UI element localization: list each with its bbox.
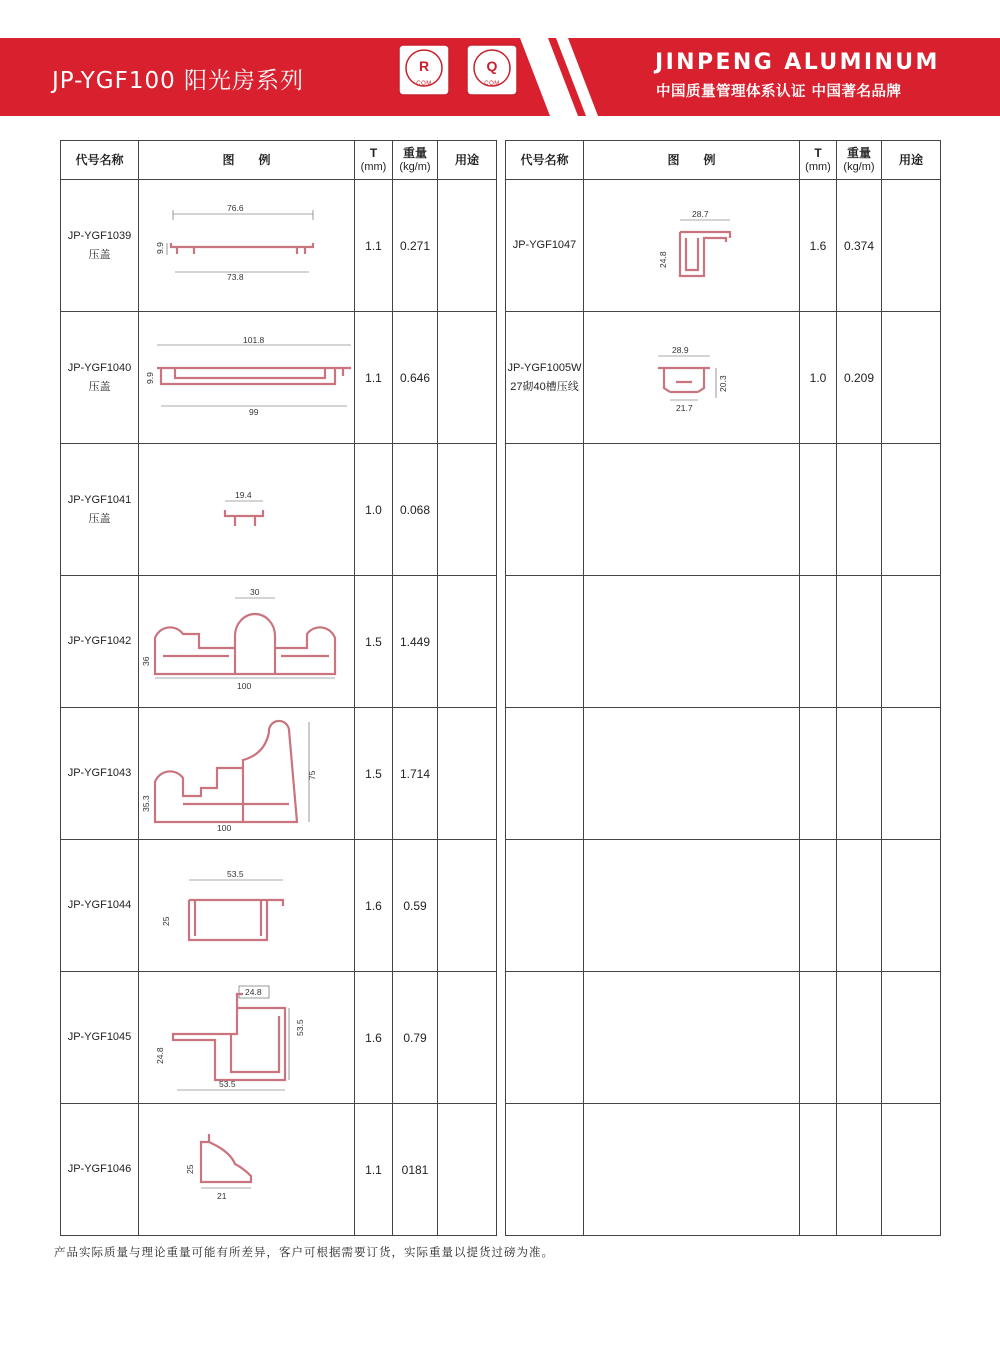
dim-label: 24.8	[245, 987, 262, 997]
col-weight-unit: (kg/m)	[843, 160, 875, 173]
thickness-cell: 1.5	[355, 708, 393, 840]
profile-figure-cell	[139, 840, 355, 972]
thickness-cell: 1.1	[355, 312, 393, 444]
col-weight-label: 重量	[402, 145, 427, 160]
profile-diagram	[584, 312, 800, 443]
profile-figure-cell	[139, 576, 355, 708]
profile-figure-cell	[139, 1104, 355, 1236]
table-row-empty	[506, 444, 941, 576]
thickness-cell: 1.1	[355, 180, 393, 312]
profile-diagram	[139, 180, 355, 311]
cert-q-badge	[466, 44, 518, 96]
dim-label: 9.9	[155, 242, 165, 254]
usage-cell	[438, 708, 497, 840]
col-weight-unit: (kg/m)	[399, 160, 431, 173]
dim-label: 53.5	[227, 869, 244, 879]
profile-figure-cell	[139, 708, 355, 840]
profile-code-cell	[61, 972, 139, 1104]
profile-code: JP-YGF1047	[512, 239, 577, 251]
cert-r-caption: CQM	[416, 81, 432, 87]
profile-code-cell	[61, 180, 139, 312]
profile-code: JP-YGF1046	[67, 1163, 132, 1175]
weight-cell: 1.449	[393, 576, 438, 708]
profile-code: JP-YGF1039	[67, 229, 132, 242]
weight-cell: 0.209	[837, 312, 882, 444]
cert-r-badge	[398, 44, 450, 96]
dim-label: 35.3	[141, 795, 151, 812]
cert-r-symbol: R	[418, 58, 430, 74]
table-row	[61, 444, 497, 576]
col-code-header: 代号名称	[61, 141, 139, 180]
profile-name: 压盖	[88, 380, 111, 393]
left-spec-table	[60, 140, 497, 1236]
profile-code: JP-YGF1042	[67, 635, 132, 647]
profile-diagram	[584, 180, 800, 311]
col-t-header	[355, 141, 393, 180]
table-row-empty	[506, 972, 941, 1104]
profile-diagram	[139, 312, 355, 443]
dim-label: 36	[141, 656, 151, 666]
table-row	[61, 576, 497, 708]
dim-label: 76.6	[227, 203, 244, 213]
col-figure-header: 图 例	[139, 141, 355, 180]
profile-figure-cell	[139, 312, 355, 444]
dim-label: 24.8	[658, 251, 668, 268]
usage-cell	[438, 840, 497, 972]
thickness-cell: 1.5	[355, 576, 393, 708]
table-header-row	[506, 141, 941, 180]
profile-diagram	[139, 708, 355, 839]
profile-figure-cell	[584, 180, 800, 312]
weight-cell: 1.714	[393, 708, 438, 840]
weight-cell: 0.79	[393, 972, 438, 1104]
cert-q-symbol: Q	[486, 58, 498, 74]
profile-figure-cell	[139, 444, 355, 576]
profile-figure-cell	[584, 312, 800, 444]
usage-cell	[882, 312, 941, 444]
weight-cell: 0.646	[393, 312, 438, 444]
dim-label: 75	[307, 770, 317, 780]
col-t-label: T	[369, 145, 378, 160]
profile-name: 27砌40槽压线	[510, 380, 579, 393]
thickness-cell: 1.6	[355, 840, 393, 972]
weight-cell: 0.068	[393, 444, 438, 576]
table-row	[61, 708, 497, 840]
profile-diagram	[139, 972, 355, 1103]
table-row	[61, 180, 497, 312]
table-row-empty	[506, 1104, 941, 1236]
thickness-cell: 1.0	[355, 444, 393, 576]
table-row	[506, 180, 941, 312]
thickness-cell: 1.6	[355, 972, 393, 1104]
table-row-empty	[506, 708, 941, 840]
table-header-row	[61, 141, 497, 180]
col-weight-header	[837, 141, 882, 180]
profile-code-cell	[61, 1104, 139, 1236]
col-t-label: T	[814, 145, 822, 160]
col-weight-header	[393, 141, 438, 180]
right-spec-table	[505, 140, 941, 1236]
cert-q-caption: CQM	[484, 81, 500, 87]
brand-slogan: 中国质量管理体系认证 中国著名品牌	[656, 84, 902, 100]
weight-cell: 0.374	[837, 180, 882, 312]
profile-code-cell	[61, 576, 139, 708]
series-title: JP-YGF100 阳光房系列	[52, 68, 305, 94]
usage-cell	[882, 180, 941, 312]
profile-code-cell	[61, 444, 139, 576]
table-row-empty	[506, 840, 941, 972]
usage-cell	[438, 576, 497, 708]
profile-diagram	[139, 576, 355, 707]
dim-label: 19.4	[235, 490, 252, 500]
profile-diagram	[139, 840, 355, 971]
col-usage-header: 用途	[882, 141, 941, 180]
profile-code: JP-YGF1045	[67, 1031, 132, 1043]
usage-cell	[438, 312, 497, 444]
usage-cell	[438, 180, 497, 312]
table-row	[61, 840, 497, 972]
table-row	[61, 312, 497, 444]
profile-figure-cell	[139, 972, 355, 1104]
profile-code-cell	[61, 708, 139, 840]
col-weight-label: 重量	[846, 145, 871, 160]
col-t-unit: (mm)	[805, 160, 831, 173]
profile-name: 压盖	[88, 512, 111, 525]
profile-code-cell	[61, 840, 139, 972]
profile-code-cell	[506, 180, 584, 312]
profile-figure-cell	[139, 180, 355, 312]
weight-cell: 0.59	[393, 840, 438, 972]
weight-cell: 0.271	[393, 180, 438, 312]
profile-diagram	[139, 444, 355, 575]
dim-label: 30	[250, 587, 260, 597]
dim-label: 28.9	[672, 345, 689, 355]
dim-label: 24.8	[155, 1047, 165, 1064]
dim-label: 101.8	[243, 335, 265, 345]
dim-label: 21	[217, 1191, 227, 1201]
dim-label: 99	[249, 407, 259, 417]
brand-name: JINPENG ALUMINUM	[655, 50, 940, 75]
usage-cell	[438, 1104, 497, 1236]
dim-label: 28.7	[692, 209, 709, 219]
profile-code: JP-YGF1040	[67, 361, 132, 374]
profile-diagram	[139, 1104, 355, 1235]
dim-label: 9.9	[145, 372, 155, 384]
thickness-cell: 1.0	[800, 312, 837, 444]
dim-label: 21.7	[676, 403, 693, 413]
usage-cell	[438, 972, 497, 1104]
col-code-header: 代号名称	[506, 141, 584, 180]
dim-label: 73.8	[227, 272, 244, 282]
weight-cell: 0181	[393, 1104, 438, 1236]
dim-label: 100	[217, 823, 232, 833]
thickness-cell: 1.6	[800, 180, 837, 312]
table-row	[61, 972, 497, 1104]
footnote: 产品实际质量与理论重量可能有所差异，客户可根据需要订货，实际重量以提货过磅为准。	[54, 1247, 554, 1259]
profile-code: JP-YGF1005W	[507, 361, 582, 374]
profile-code: JP-YGF1041	[67, 493, 132, 506]
dim-label: 100	[237, 681, 252, 691]
dim-label: 53.5	[219, 1079, 236, 1089]
dim-label: 25	[161, 916, 171, 926]
dim-label: 20.3	[718, 375, 728, 392]
dim-label: 25	[185, 1164, 195, 1174]
col-t-unit: (mm)	[360, 160, 387, 173]
profile-code-cell	[61, 312, 139, 444]
table-row-empty	[506, 576, 941, 708]
table-row	[61, 1104, 497, 1236]
profile-code: JP-YGF1044	[67, 899, 132, 911]
table-row	[506, 312, 941, 444]
col-t-header	[800, 141, 837, 180]
usage-cell	[438, 444, 497, 576]
thickness-cell: 1.1	[355, 1104, 393, 1236]
col-usage-header: 用途	[438, 141, 497, 180]
profile-name: 压盖	[88, 248, 111, 261]
dim-label: 53.5	[295, 1019, 305, 1036]
profile-code: JP-YGF1043	[67, 767, 132, 779]
profile-code-cell	[506, 312, 584, 444]
col-figure-header: 图 例	[584, 141, 800, 180]
